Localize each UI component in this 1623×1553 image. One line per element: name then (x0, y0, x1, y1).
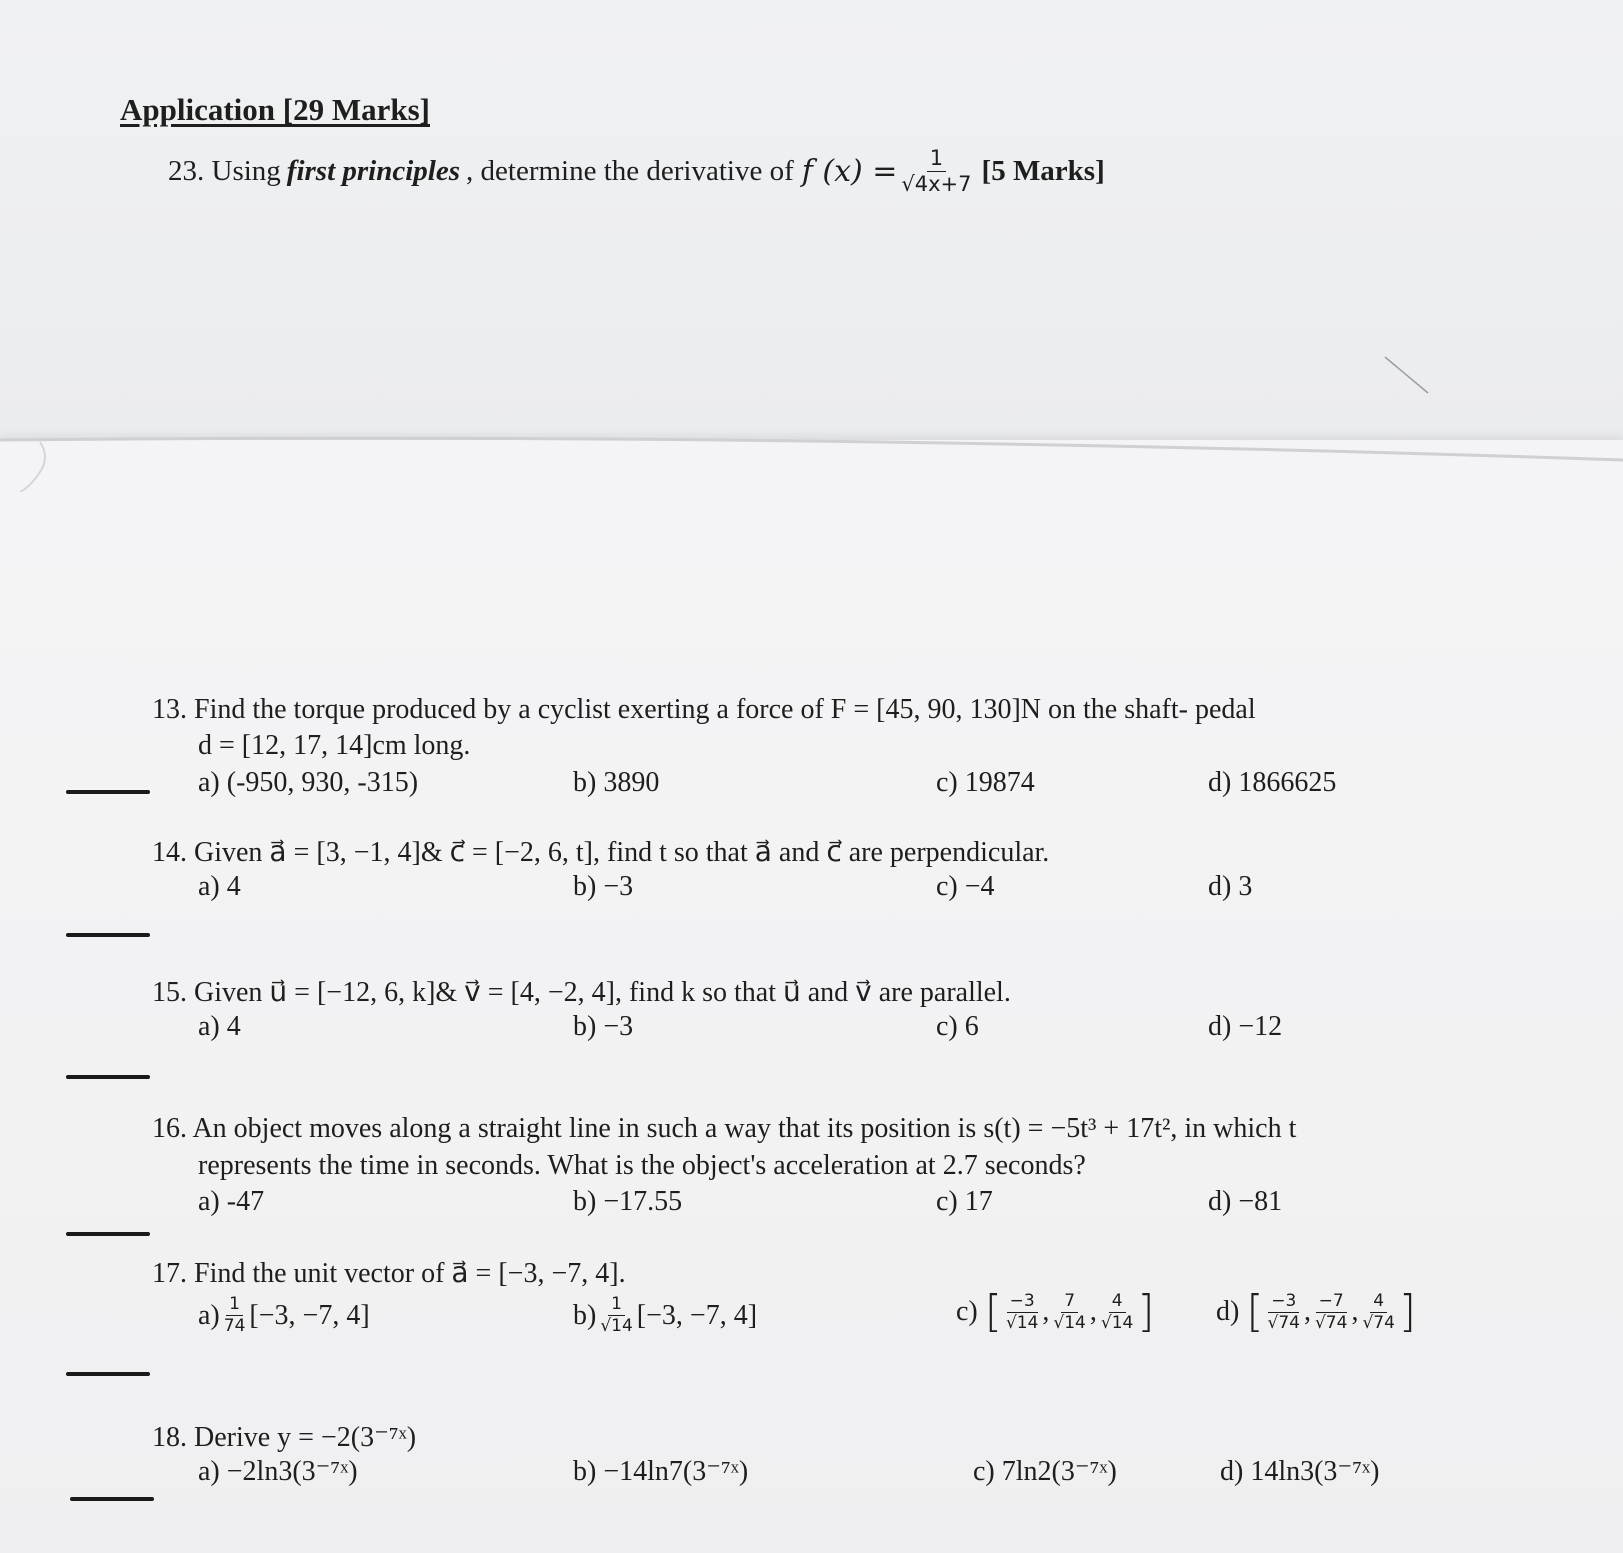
q17-option-c-numerator-2: 7 (1061, 1293, 1078, 1313)
q17-line-1: 17. Find the unit vector of a⃗ = [−3, −7, 4]. (152, 1258, 626, 1289)
q17-option-a-denominator: 74 (223, 1316, 246, 1336)
q17-option-c-fraction-1 (1005, 1290, 1039, 1333)
q14-answer-blank[interactable] (66, 933, 150, 937)
q18-option-a[interactable]: a) −2ln3(3⁻⁷ˣ) (198, 1456, 358, 1487)
q16-option-c[interactable]: c) 17 (936, 1186, 993, 1217)
q13-answer-blank[interactable] (66, 790, 150, 794)
q17-option-c-fraction-2 (1053, 1290, 1086, 1333)
q17-option-b[interactable] (573, 1296, 757, 1335)
q16-answer-blank[interactable] (66, 1232, 150, 1236)
q17-option-d-denominator-1: √74 (1267, 1312, 1300, 1333)
q15-option-c[interactable]: c) 6 (936, 1011, 979, 1042)
q17-option-d-numerator-2: −7 (1316, 1293, 1347, 1313)
q14-option-d[interactable]: d) 3 (1208, 871, 1253, 902)
q17-option-d-fraction-1 (1267, 1290, 1300, 1333)
q23-fraction (901, 148, 971, 195)
q13-option-d[interactable]: d) 1866625 (1208, 767, 1337, 798)
q17-answer-blank[interactable] (66, 1372, 150, 1376)
q17-option-d-numerator-1: −3 (1268, 1293, 1299, 1313)
q17-option-a-vector: [−3, −7, 4] (249, 1299, 370, 1331)
q17-option-c-fraction-3 (1100, 1290, 1134, 1333)
q18-line-1: 18. Derive y = −2(3⁻⁷ˣ) (152, 1422, 417, 1453)
q18-answer-blank[interactable] (70, 1497, 154, 1501)
q13-line-1: 13. Find the torque produced by a cyclist exerting a force of F = [45, 90, 130]N on the shaft- pedal (152, 694, 1256, 725)
q17-option-d-fraction-3 (1362, 1290, 1395, 1333)
q23-fraction-numerator: 1 (927, 148, 946, 172)
q23-number: 23. (168, 155, 205, 187)
question-23 (168, 148, 1105, 195)
q16-option-d[interactable]: d) −81 (1208, 1186, 1283, 1217)
q17-option-d-denominator-3: √74 (1362, 1312, 1395, 1333)
q14-option-a[interactable]: a) 4 (198, 871, 241, 902)
q23-text-post: , determine the derivative of (466, 155, 794, 187)
q15-option-b[interactable]: b) −3 (573, 1011, 634, 1042)
q14-option-c[interactable]: c) −4 (936, 871, 995, 902)
q17-option-c-denominator-3: √14 (1100, 1312, 1134, 1333)
q13-option-c[interactable]: c) 19874 (936, 767, 1035, 798)
q15-answer-blank[interactable] (66, 1075, 150, 1079)
q17-option-c-numerator-3: 4 (1109, 1293, 1126, 1313)
q23-text-pre: Using (211, 155, 281, 187)
upper-paper-sheet (0, 0, 1623, 440)
q16-line-1: 16. An object moves along a straight line in such a way that its position is s(t) = −5t³ + 17t², in which t (152, 1113, 1297, 1144)
q17-option-d-left-bracket: [ (1246, 1286, 1264, 1337)
q17-option-c-label: c) (956, 1296, 978, 1327)
q16-option-b[interactable]: b) −17.55 (573, 1186, 683, 1217)
q17-option-d-denominator-2: √74 (1314, 1312, 1348, 1333)
q23-function: f (x) = (801, 154, 898, 189)
q18-option-c[interactable]: c) 7ln2(3⁻⁷ˣ) (973, 1456, 1117, 1487)
q23-emphasis: first principles (286, 155, 461, 187)
q17-option-c-numerator-1: −3 (1007, 1293, 1038, 1313)
q17-option-c-denominator-2: √14 (1053, 1312, 1086, 1333)
q17-option-b-denominator: √14 (600, 1316, 633, 1336)
q15-line-1: 15. Given u⃗ = [−12, 6, k]& v⃗ = [4, −2, 4], find k so that u⃗ and v⃗ are parallel. (152, 977, 1011, 1008)
q14-line-1: 14. Given a⃗ = [3, −1, 4]& c⃗ = [−2, 6, t], find t so that a⃗ and c⃗ are perpendicular. (152, 837, 1050, 868)
q17-option-c[interactable]: c) [ $\frac{-3}{√14}$ , $\frac{7}{√14}$ , $\frac{4}{√14}$ ] (956, 1286, 1155, 1337)
q15-option-a[interactable]: a) 4 (198, 1011, 241, 1042)
q18-option-b[interactable]: b) −14ln7(3⁻⁷ˣ) (573, 1456, 749, 1487)
q17-option-c-left-bracket: [ (984, 1286, 1002, 1337)
q13-option-b[interactable]: b) 3890 (573, 767, 660, 798)
q17-option-a-numerator: 1 (226, 1296, 243, 1316)
q17-option-d-fraction-2 (1314, 1290, 1348, 1333)
paper-edge (0, 432, 1623, 492)
q17-option-b-fraction (600, 1296, 632, 1335)
q17-option-a-fraction (224, 1296, 246, 1335)
q15-option-d[interactable]: d) −12 (1208, 1011, 1283, 1042)
q17-option-b-vector: [−3, −7, 4] (636, 1299, 758, 1331)
q17-option-d[interactable]: d) [ $\frac{-3}{√74}$ , $\frac{-7}{√74}$ , $\frac{4}{√74}$ ] (1216, 1286, 1417, 1337)
q17-option-c-denominator-1: √14 (1005, 1312, 1039, 1333)
q13-line-2: d = [12, 17, 14]cm long. (198, 730, 471, 761)
pencil-mark (1383, 355, 1433, 395)
q17-option-a[interactable] (198, 1296, 370, 1335)
q18-option-d[interactable]: d) 14ln3(3⁻⁷ˣ) (1220, 1456, 1380, 1487)
q17-option-d-label: d) (1216, 1296, 1240, 1327)
q17-option-c-right-bracket: ] (1137, 1286, 1155, 1337)
q17-option-a-label: a) (198, 1299, 220, 1331)
q16-line-2: represents the time in seconds. What is the object's acceleration at 2.7 seconds? (198, 1150, 1086, 1181)
q16-option-a[interactable]: a) -47 (198, 1186, 265, 1217)
q17-option-d-right-bracket: ] (1398, 1286, 1417, 1337)
q23-marks: [5 Marks] (981, 155, 1105, 187)
q17-option-d-numerator-3: 4 (1370, 1293, 1387, 1313)
q23-fraction-denominator: √4x+7 (901, 172, 972, 196)
application-heading: Application [29 Marks] (120, 92, 430, 127)
q17-option-b-numerator: 1 (608, 1296, 625, 1316)
q17-option-b-label: b) (573, 1299, 597, 1331)
q14-option-b[interactable]: b) −3 (573, 871, 634, 902)
q13-option-a[interactable]: a) (-950, 930, -315) (198, 767, 419, 798)
